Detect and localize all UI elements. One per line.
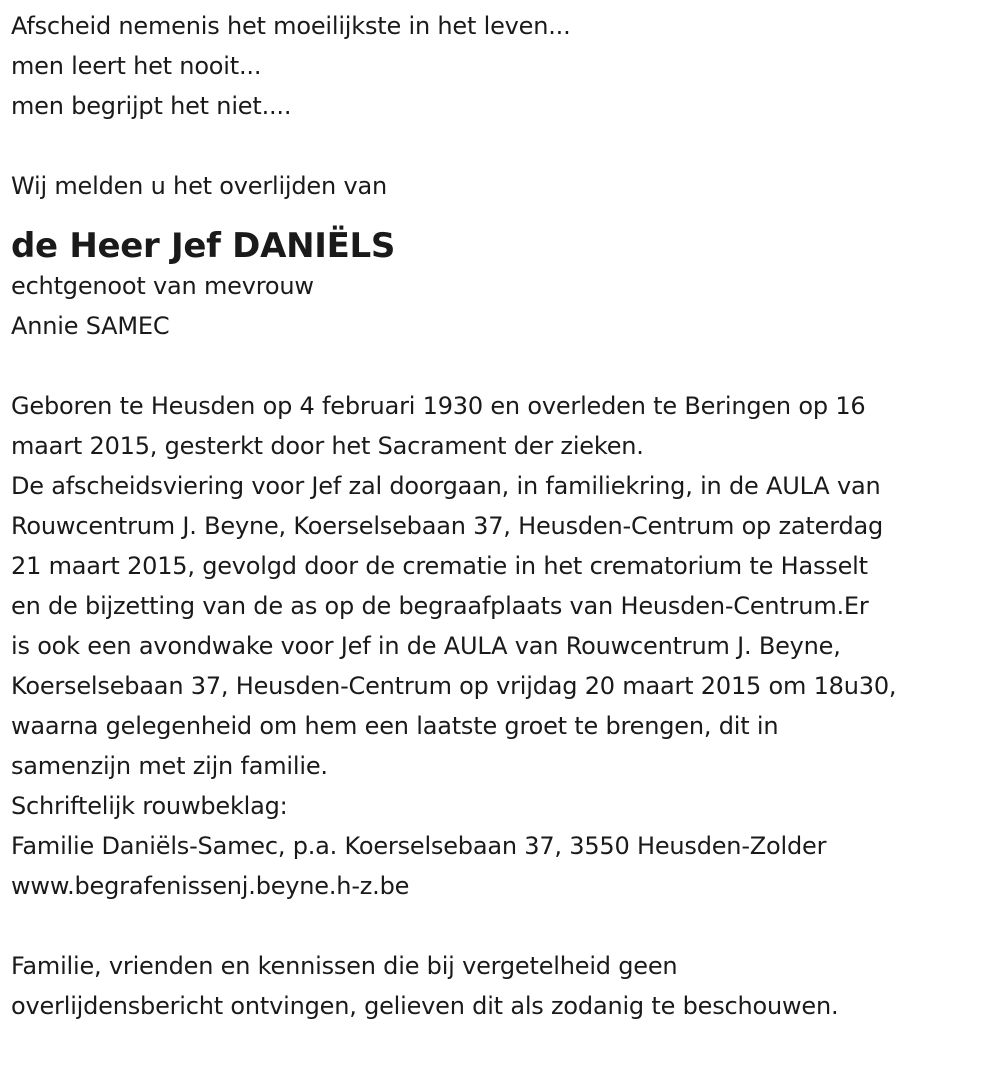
condolence-heading: Schriftelijk rouwbeklag: — [11, 792, 288, 820]
spacer — [11, 906, 996, 946]
intro-line: Afscheid nemenis het moeilijkste in het leven... — [11, 12, 571, 40]
spacer — [11, 346, 996, 386]
closing-note — [11, 946, 996, 1026]
body-line: samenzijn met zijn familie. — [11, 752, 328, 780]
spouse-info — [11, 266, 996, 346]
spouse-line: echtgenoot van mevrouw — [11, 272, 314, 300]
body-line: Koerselsebaan 37, Heusden-Centrum op vrijdag 20 maart 2015 om 18u30, — [11, 672, 897, 700]
body-line: Geboren te Heusden op 4 februari 1930 en overleden te Beringen op 16 — [11, 392, 866, 420]
obituary-body — [11, 386, 996, 906]
spacer — [11, 126, 996, 166]
spouse-line: Annie SAMEC — [11, 312, 170, 340]
body-line: en de bijzetting van de as op de begraafplaats van Heusden-Centrum.Er — [11, 592, 869, 620]
body-line: is ook een avondwake voor Jef in de AULA van Rouwcentrum J. Beyne, — [11, 632, 841, 660]
announcement: Wij melden u het overlijden van — [11, 172, 387, 200]
body-line: Rouwcentrum J. Beyne, Koerselsebaan 37, Heusden-Centrum op zaterdag — [11, 512, 884, 540]
body-line: waarna gelegenheid om hem een laatste groet te brengen, dit in — [11, 712, 779, 740]
body-line: 21 maart 2015, gevolgd door de crematie in het crematorium te Hasselt — [11, 552, 868, 580]
website-link[interactable]: www.begrafenissenj.beyne.h-z.be — [11, 872, 410, 900]
deceased-name: de Heer Jef DANIËLS — [11, 226, 396, 266]
closing-line: overlijdensbericht ontvingen, gelieven dit als zodanig te beschouwen. — [11, 992, 839, 1020]
intro-poem — [11, 6, 996, 126]
body-line: maart 2015, gesterkt door het Sacrament der zieken. — [11, 432, 644, 460]
obituary-notice — [11, 6, 996, 1026]
body-line: De afscheidsviering voor Jef zal doorgaan, in familiekring, in de AULA van — [11, 472, 881, 500]
closing-line: Familie, vrienden en kennissen die bij vergetelheid geen — [11, 952, 678, 980]
intro-line: men begrijpt het niet.... — [11, 92, 292, 120]
condolence-address: Familie Daniëls-Samec, p.a. Koerselsebaan 37, 3550 Heusden-Zolder — [11, 832, 827, 860]
intro-line: men leert het nooit... — [11, 52, 262, 80]
